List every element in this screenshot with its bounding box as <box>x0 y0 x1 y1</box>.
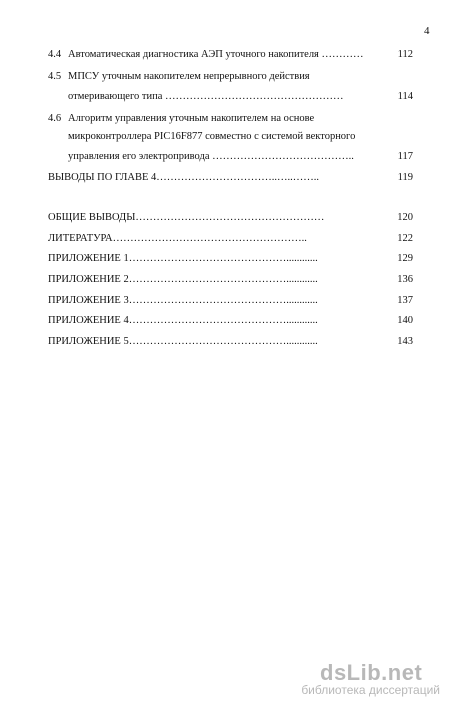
toc-entry-general-conclusions: ОБЩИЕ ВЫВОДЫ……………………………………………… <box>48 212 325 223</box>
section-title-line: МПСУ уточным накопителем непрерывного действия <box>68 71 310 82</box>
page-ref: 129 <box>397 253 413 264</box>
toc-entry-appendix-4: ПРИЛОЖЕНИЕ 4………………………………………............ <box>48 315 318 326</box>
toc-entry-literature: ЛИТЕРАТУРА……………………………………………….. <box>48 233 307 244</box>
page-ref: 136 <box>397 274 413 285</box>
page-ref: 120 <box>397 212 413 223</box>
toc-entry-appendix-5: ПРИЛОЖЕНИЕ 5………………………………………............ <box>48 336 318 347</box>
watermark-subtitle: библиотека диссертаций <box>301 683 440 697</box>
section-title: Автоматическая диагностика АЭП уточного накопителя ………… <box>68 49 364 60</box>
page-ref: 143 <box>397 336 413 347</box>
toc-entry-appendix-2: ПРИЛОЖЕНИЕ 2………………………………………............ <box>48 274 318 285</box>
page-number: 4 <box>424 25 430 37</box>
page-ref: 119 <box>397 172 413 183</box>
section-title-line: управления его электропривода ………………………………….. <box>68 151 354 162</box>
toc-entry-appendix-3: ПРИЛОЖЕНИЕ 3………………………………………............ <box>48 295 318 306</box>
page-ref: 112 <box>397 49 413 60</box>
page-ref: 137 <box>397 295 413 306</box>
section-title-line: микроконтроллера PIC16F877 совместно с системой векторного <box>68 131 356 142</box>
page-ref: 140 <box>397 315 413 326</box>
page-ref: 114 <box>397 91 413 102</box>
toc-entry-appendix-1: ПРИЛОЖЕНИЕ 1………………………………………............ <box>48 253 318 264</box>
section-number: 4.4 <box>48 49 62 60</box>
watermark-logo: dsLib.net <box>320 660 423 685</box>
watermark <box>300 660 440 700</box>
section-number: 4.6 <box>48 113 62 124</box>
section-title-line: отмеривающего типа …………………………………………… <box>68 91 344 102</box>
page-ref: 117 <box>397 151 413 162</box>
toc-entry-chapter-conclusions: ВЫВОДЫ ПО ГЛАВЕ 4……………………………..…..…….. <box>48 172 319 183</box>
section-number: 4.5 <box>48 71 62 82</box>
page-ref: 122 <box>397 233 413 244</box>
section-title-line: Алгоритм управления уточным накопителем на основе <box>68 113 315 124</box>
